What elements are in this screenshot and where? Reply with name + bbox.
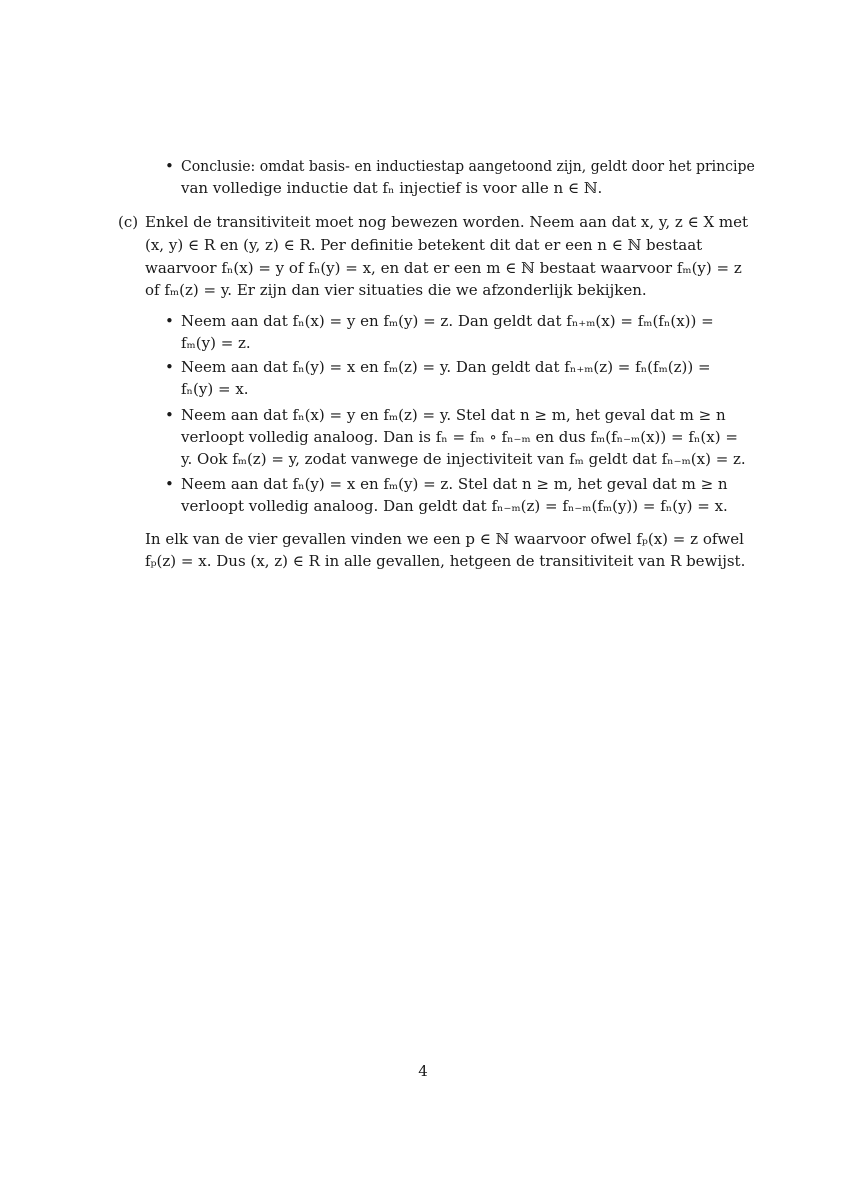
bullet-marker: •	[165, 157, 174, 175]
part-c-intro-line-4: of fₘ(z) = y. Er zijn dan vier situaties die we afzonderlijk bekijken.	[145, 281, 647, 299]
case-4-line-2: verloopt volledig analoog. Dan geldt dat fₙ₋ₘ(z) = fₙ₋ₘ(fₘ(y)) = fₙ(y) = x.	[181, 497, 728, 515]
case-1-line-2: fₘ(y) = z.	[181, 334, 251, 352]
bullet-marker: •	[165, 358, 174, 376]
page-number: 4	[418, 1062, 428, 1080]
case-3-line-3: y. Ook fₘ(z) = y, zodat vanwege de injectiviteit van fₘ geldt dat fₙ₋ₘ(x) = z.	[181, 450, 746, 468]
part-c-intro-line-3: waarvoor fₙ(x) = y of fₙ(y) = x, en dat er een m ∈ ℕ bestaat waarvoor fₘ(y) = z	[145, 259, 742, 277]
case-3-line-1: Neem aan dat fₙ(x) = y en fₘ(z) = y. Stel dat n ≥ m, het geval dat m ≥ n	[181, 406, 726, 424]
closing-line-1: In elk van de vier gevallen vinden we een p ∈ ℕ waarvoor ofwel fₚ(x) = z ofwel	[145, 530, 744, 548]
case-2-line-1: Neem aan dat fₙ(y) = x en fₘ(z) = y. Dan geldt dat fₙ₊ₘ(z) = fₙ(fₘ(z)) =	[181, 358, 711, 376]
case-2-line-2: fₙ(y) = x.	[181, 380, 249, 398]
bullet-marker: •	[165, 406, 174, 424]
bullet-marker: •	[165, 475, 174, 493]
part-c-intro-line-2: (x, y) ∈ R en (y, z) ∈ R. Per definitie betekent dit dat er een n ∈ ℕ bestaat	[145, 236, 703, 254]
case-1-line-1: Neem aan dat fₙ(x) = y en fₘ(y) = z. Dan geldt dat fₙ₊ₘ(x) = fₘ(fₙ(x)) =	[181, 312, 714, 330]
conclusion-line-2: van volledige inductie dat fₙ injectief is voor alle n ∈ ℕ.	[181, 179, 603, 197]
closing-line-2: fₚ(z) = x. Dus (x, z) ∈ R in alle gevallen, hetgeen de transitiviteit van R bewijst.	[145, 552, 746, 570]
part-c-label: (c)	[118, 213, 139, 231]
case-4-line-1: Neem aan dat fₙ(y) = x en fₘ(y) = z. Stel dat n ≥ m, het geval dat m ≥ n	[181, 475, 728, 493]
part-c-intro-line-1: Enkel de transitiviteit moet nog bewezen worden. Neem aan dat x, y, z ∈ X met	[145, 213, 749, 231]
case-3-line-2: verloopt volledig analoog. Dan is fₙ = fₘ ∘ fₙ₋ₘ en dus fₘ(fₙ₋ₘ(x)) = fₙ(x) =	[181, 428, 738, 446]
conclusion-line-1: Conclusie: omdat basis- en inductiestap aangetoond zijn, geldt door het principe	[181, 157, 755, 175]
bullet-marker: •	[165, 312, 174, 330]
